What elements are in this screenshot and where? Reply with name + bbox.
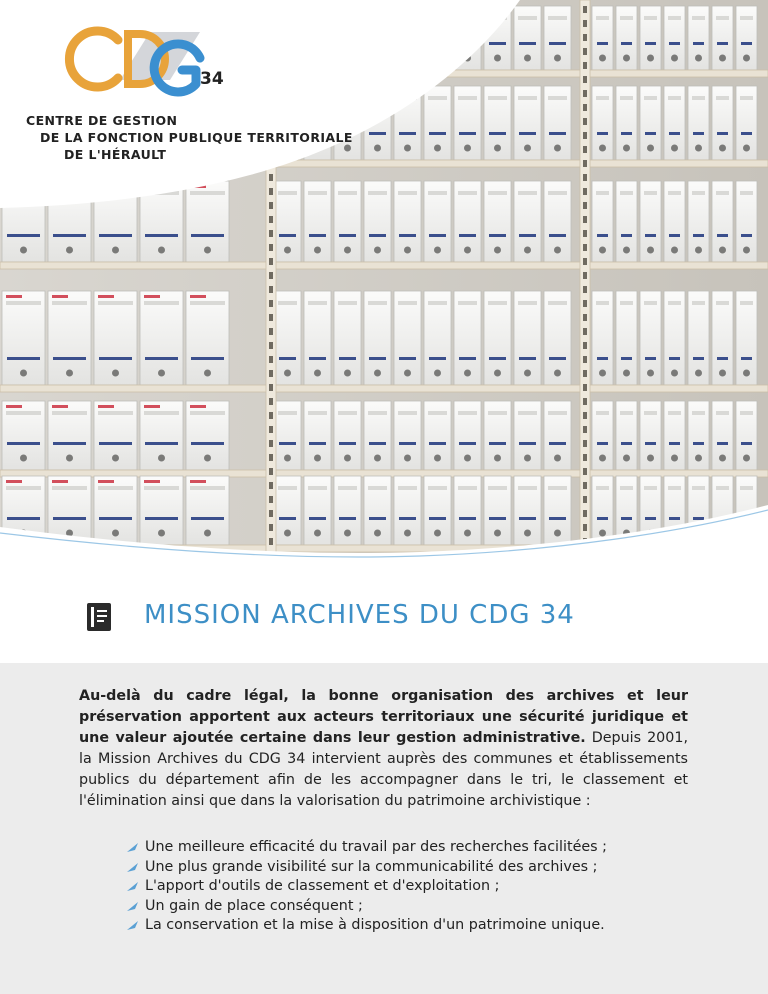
list-item: La conservation et la mise à disposition d'un patrimoine unique. <box>127 916 607 936</box>
list-item: Une meilleure efficacité du travail par des recherches facilitées ; <box>127 838 607 858</box>
document-archive-icon <box>86 602 112 632</box>
organisation-name <box>0 112 353 163</box>
benefits-list <box>127 838 607 936</box>
logo-letter-c <box>69 31 118 87</box>
list-item: Une plus grande visibilité sur la communicabilité des archives ; <box>127 858 607 878</box>
page-title: MISSION ARCHIVES DU CDG 34 <box>144 600 575 630</box>
list-item: L'apport d'outils de classement et d'exploitation ; <box>127 877 607 897</box>
logo-number: 34 <box>200 69 224 89</box>
intro-paragraph <box>79 686 688 812</box>
cdg34-logo <box>0 0 353 200</box>
org-line-1: CENTRE DE GESTION <box>26 113 178 128</box>
intro-normal-text: Depuis 2001, la Mission Archives du CDG 34 intervient auprès des communes et établissements publics du département afin de les accompagner dans le tri, le classement et l'élimination ainsi que dans la valorisation du patrimoine archivistique : <box>79 730 688 809</box>
shelf-plank <box>0 262 768 269</box>
list-item: Un gain de place conséquent ; <box>127 897 607 917</box>
bullet-arrow-icon <box>127 902 138 911</box>
bullet-arrow-icon <box>127 921 138 930</box>
bullet-arrow-icon <box>127 843 138 852</box>
intro-bold-text: Au-delà du cadre légal, la bonne organisation des archives et leur préservation apportent aux acteurs territoriaux une sécurité juridique et une valeur ajoutée certaine dans leur gestion administrative. <box>79 688 688 746</box>
org-line-3: DE L'HÉRAULT <box>64 147 167 162</box>
section-title <box>86 596 726 640</box>
org-line-2: DE LA FONCTION PUBLIQUE TERRITORIALE <box>40 130 353 145</box>
shelf-upright <box>580 0 590 560</box>
shelf-plank <box>0 385 768 392</box>
bullet-arrow-icon <box>127 882 138 891</box>
bullet-arrow-icon <box>127 863 138 872</box>
